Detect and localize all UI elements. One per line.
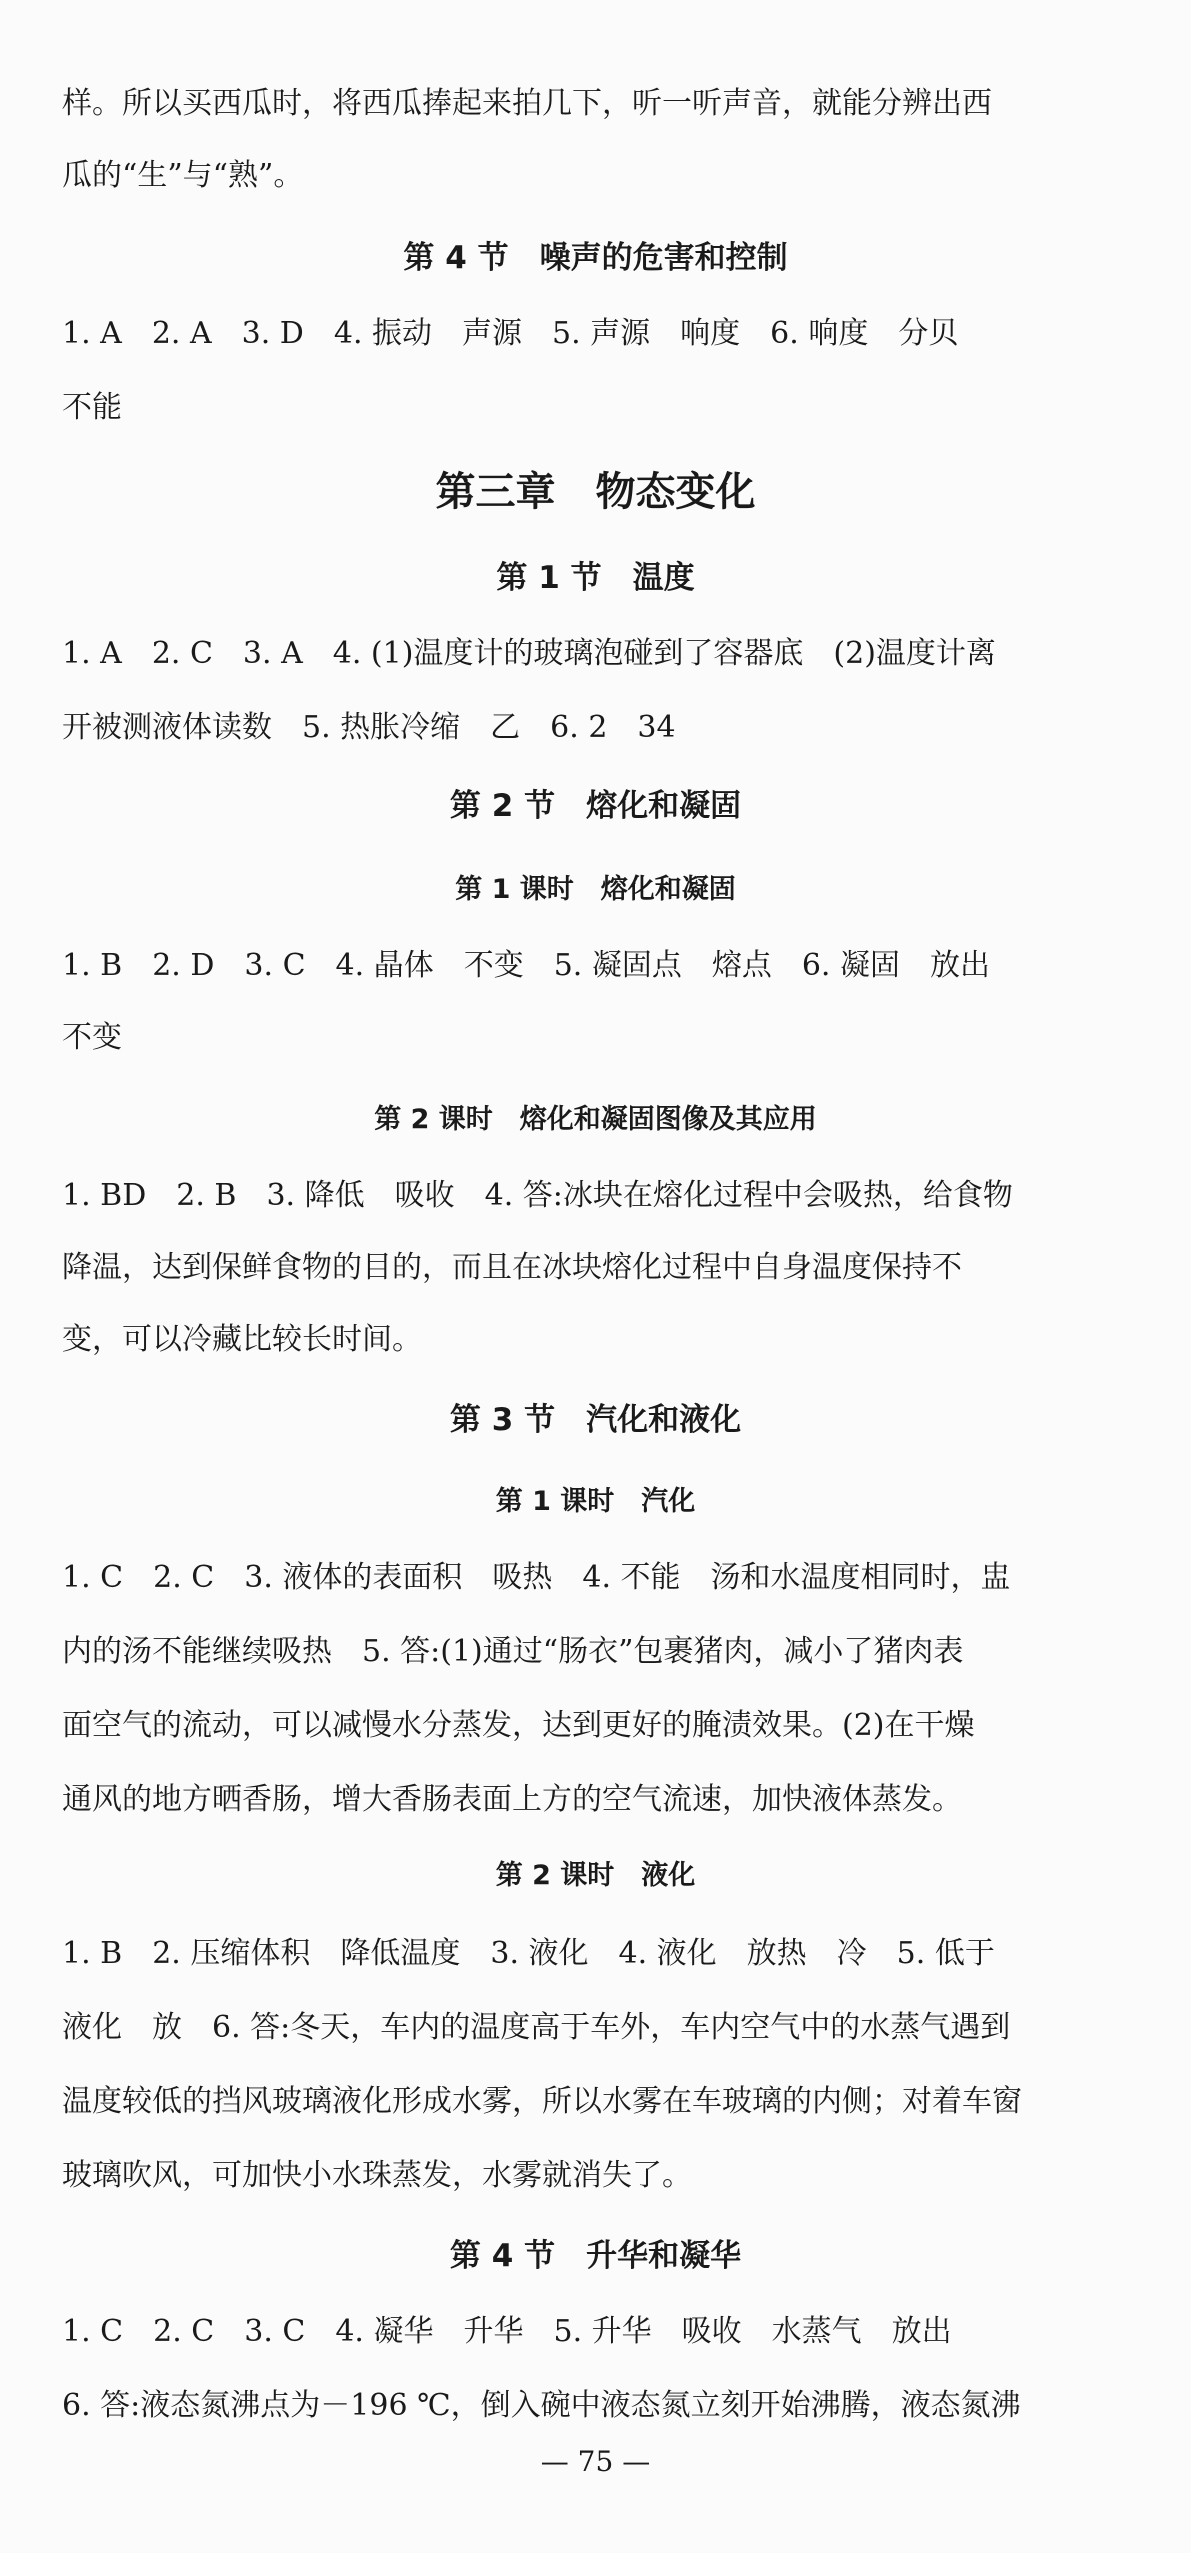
chapter-title: 第三章 物态变化	[435, 469, 756, 515]
melting-2-answers-line-2: 降温，达到保鲜食物的目的，而且在冰块熔化过程中自身温度保持不	[62, 1250, 962, 1285]
liquefaction-answers-line-1: 1. B 2. 压缩体积 降低温度 3. 液化 4. 液化 放热 冷 5. 低于	[62, 1936, 995, 1971]
noise-answers-line-2: 不能	[62, 390, 122, 425]
intro-line-2: 瓜的“生”与“熟”。	[62, 158, 304, 193]
lesson-title-melting-1: 第 1 课时 熔化和凝固	[455, 874, 736, 905]
section-title-melting: 第 2 节 熔化和凝固	[449, 788, 742, 824]
vaporization-answers-line-3: 面空气的流动，可以减慢水分蒸发，达到更好的腌渍效果。(2)在干燥	[62, 1708, 975, 1743]
sublimation-answers-line-1: 1. C 2. C 3. C 4. 凝华 升华 5. 升华 吸收 水蒸气 放出	[62, 2314, 952, 2349]
sublimation-answers-line-2: 6. 答:液态氮沸点为－196 ℃，倒入碗中液态氮立刻开始沸腾，液态氮沸	[62, 2388, 1021, 2423]
page-number: — 75 —	[540, 2445, 651, 2478]
liquefaction-answers-line-2: 液化 放 6. 答:冬天，车内的温度高于车外，车内空气中的水蒸气遇到	[62, 2010, 1011, 2045]
section-title-vaporization: 第 3 节 汽化和液化	[449, 1402, 742, 1438]
lesson-title-melting-2: 第 2 课时 熔化和凝固图像及其应用	[374, 1104, 817, 1135]
temperature-answers-line-1: 1. A 2. C 3. A 4. (1)温度计的玻璃泡碰到了容器底 (2)温度计离	[62, 636, 996, 671]
lesson-title-vaporization: 第 1 课时 汽化	[495, 1486, 696, 1517]
liquefaction-answers-line-3: 温度较低的挡风玻璃液化形成水雾，所以水雾在车玻璃的内侧；对着车窗	[62, 2084, 1022, 2119]
melting-1-answers-line-2: 不变	[62, 1020, 122, 1055]
noise-answers-line-1: 1. A 2. A 3. D 4. 振动 声源 5. 声源 响度 6. 响度 分贝	[62, 316, 959, 351]
section-title-noise: 第 4 节 噪声的危害和控制	[403, 240, 788, 276]
lesson-title-liquefaction: 第 2 课时 液化	[495, 1860, 696, 1891]
intro-line-1: 样。所以买西瓜时，将西瓜捧起来拍几下，听一听声音，就能分辨出西	[62, 86, 992, 121]
vaporization-answers-line-1: 1. C 2. C 3. 液体的表面积 吸热 4. 不能 汤和水温度相同时，盅	[62, 1560, 1011, 1595]
vaporization-answers-line-4: 通风的地方晒香肠，增大香肠表面上方的空气流速，加快液体蒸发。	[62, 1782, 962, 1817]
liquefaction-answers-line-4: 玻璃吹风，可加快小水珠蒸发，水雾就消失了。	[62, 2158, 692, 2193]
vaporization-answers-line-2: 内的汤不能继续吸热 5. 答:(1)通过“肠衣”包裹猪肉，减小了猪肉表	[62, 1634, 964, 1669]
melting-1-answers-line-1: 1. B 2. D 3. C 4. 晶体 不变 5. 凝固点 熔点 6. 凝固 放出	[62, 948, 991, 983]
melting-2-answers-line-1: 1. BD 2. B 3. 降低 吸收 4. 答:冰块在熔化过程中会吸热，给食物	[62, 1178, 1013, 1213]
section-title-sublimation: 第 4 节 升华和凝华	[449, 2238, 742, 2274]
temperature-answers-line-2: 开被测液体读数 5. 热胀冷缩 乙 6. 2 34	[62, 710, 676, 745]
section-title-temperature: 第 1 节 温度	[496, 560, 695, 596]
melting-2-answers-line-3: 变，可以冷藏比较长时间。	[62, 1322, 422, 1357]
